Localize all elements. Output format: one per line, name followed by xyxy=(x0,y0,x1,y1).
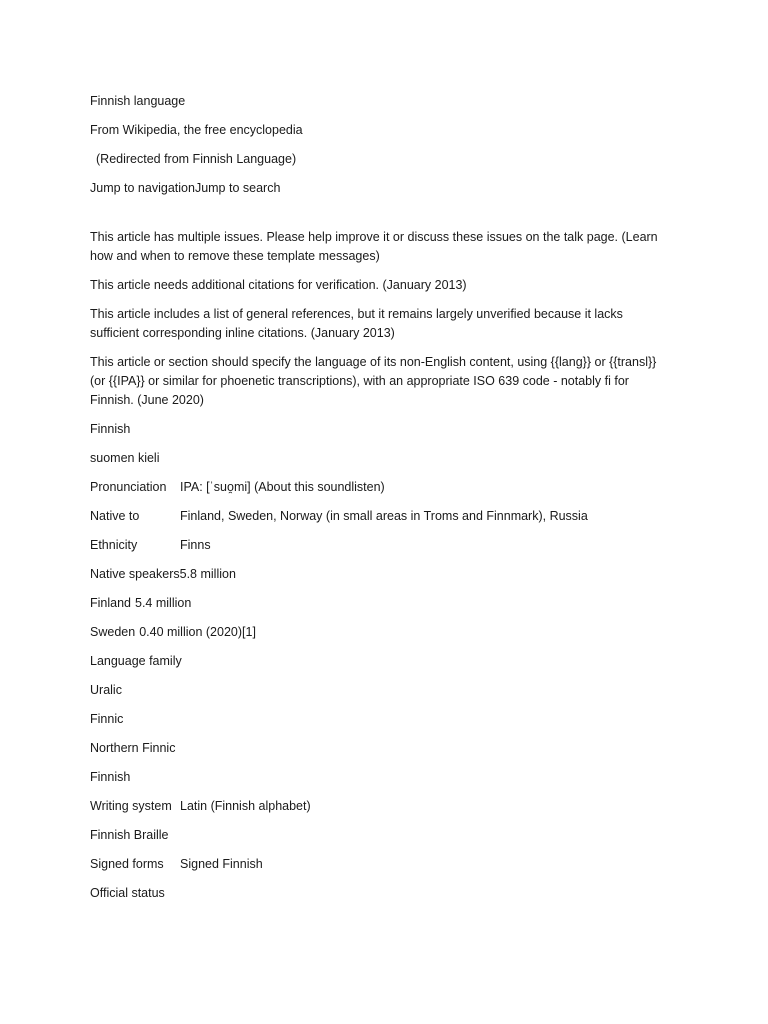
family-label: Language family xyxy=(90,654,182,668)
jump-to-search-link[interactable]: Jump to search xyxy=(194,181,281,195)
sweden-value: 0.40 million (2020)[1] xyxy=(139,625,256,639)
notice-citations: This article needs additional citations for verification. (January 2013) xyxy=(90,278,467,292)
infobox-row-pronunciation xyxy=(90,478,670,497)
document-page xyxy=(90,92,670,913)
native-to-label: Native to xyxy=(90,509,140,523)
spacer xyxy=(90,208,670,228)
braille-item: Finnish Braille xyxy=(90,828,169,842)
family-item: Finnish xyxy=(90,770,131,784)
jump-to-navigation-link[interactable]: Jump to navigation xyxy=(90,181,195,195)
infobox-row-signed xyxy=(90,855,670,874)
speakers-label: Native speakers xyxy=(90,567,180,581)
signed-label: Signed forms xyxy=(90,857,164,871)
finland-label: Finland xyxy=(90,596,131,610)
family-item: Uralic xyxy=(90,683,122,697)
infobox-row-ethnicity xyxy=(90,536,670,555)
infobox-row-writing xyxy=(90,797,670,816)
redirect-note: (Redirected from Finnish Language) xyxy=(96,152,297,166)
writing-label: Writing system xyxy=(90,799,172,813)
native-to-value: Finland, Sweden, Norway (in small areas in Troms and Finnmark), Russia xyxy=(180,509,588,523)
pronunciation-value: IPA: [ˈsuo̯mi] (About this soundlisten) xyxy=(180,480,385,494)
official-status-label: Official status xyxy=(90,886,165,900)
sweden-label: Sweden xyxy=(90,625,136,639)
infobox-row-sweden xyxy=(90,623,670,642)
family-item: Finnic xyxy=(90,712,124,726)
family-item: Northern Finnic xyxy=(90,741,176,755)
infobox-name: Finnish xyxy=(90,422,131,436)
article-tagline: From Wikipedia, the free encyclopedia xyxy=(90,123,303,137)
pronunciation-label: Pronunciation xyxy=(90,480,167,494)
finland-value: 5.4 million xyxy=(135,596,192,610)
infobox-row-speakers xyxy=(90,565,670,584)
notice-language: This article or section should specify the language of its non-English content, using {{lang}} or {{transl}} (or {{IPA}} or similar for phoenetic transcriptions), with an appropriate ISO 639 code - notably fi for Finnish. (June 2020) xyxy=(90,355,657,407)
article-title: Finnish language xyxy=(90,94,186,108)
infobox-native-name: suomen kieli xyxy=(90,451,160,465)
infobox-row-finland xyxy=(90,594,670,613)
notice-multiple-issues: This article has multiple issues. Please help improve it or discuss these issues on the talk page. (Learn how and when to remove these template messages) xyxy=(90,230,658,263)
jump-links xyxy=(90,179,670,198)
notice-references: This article includes a list of general references, but it remains largely unverified because it lacks sufficient corresponding inline citations. (January 2013) xyxy=(90,307,623,340)
writing-value: Latin (Finnish alphabet) xyxy=(180,799,311,813)
speakers-value: 5.8 million xyxy=(179,567,236,581)
infobox-row-native-to xyxy=(90,507,670,526)
signed-value: Signed Finnish xyxy=(180,857,263,871)
ethnicity-value: Finns xyxy=(180,538,211,552)
ethnicity-label: Ethnicity xyxy=(90,538,138,552)
